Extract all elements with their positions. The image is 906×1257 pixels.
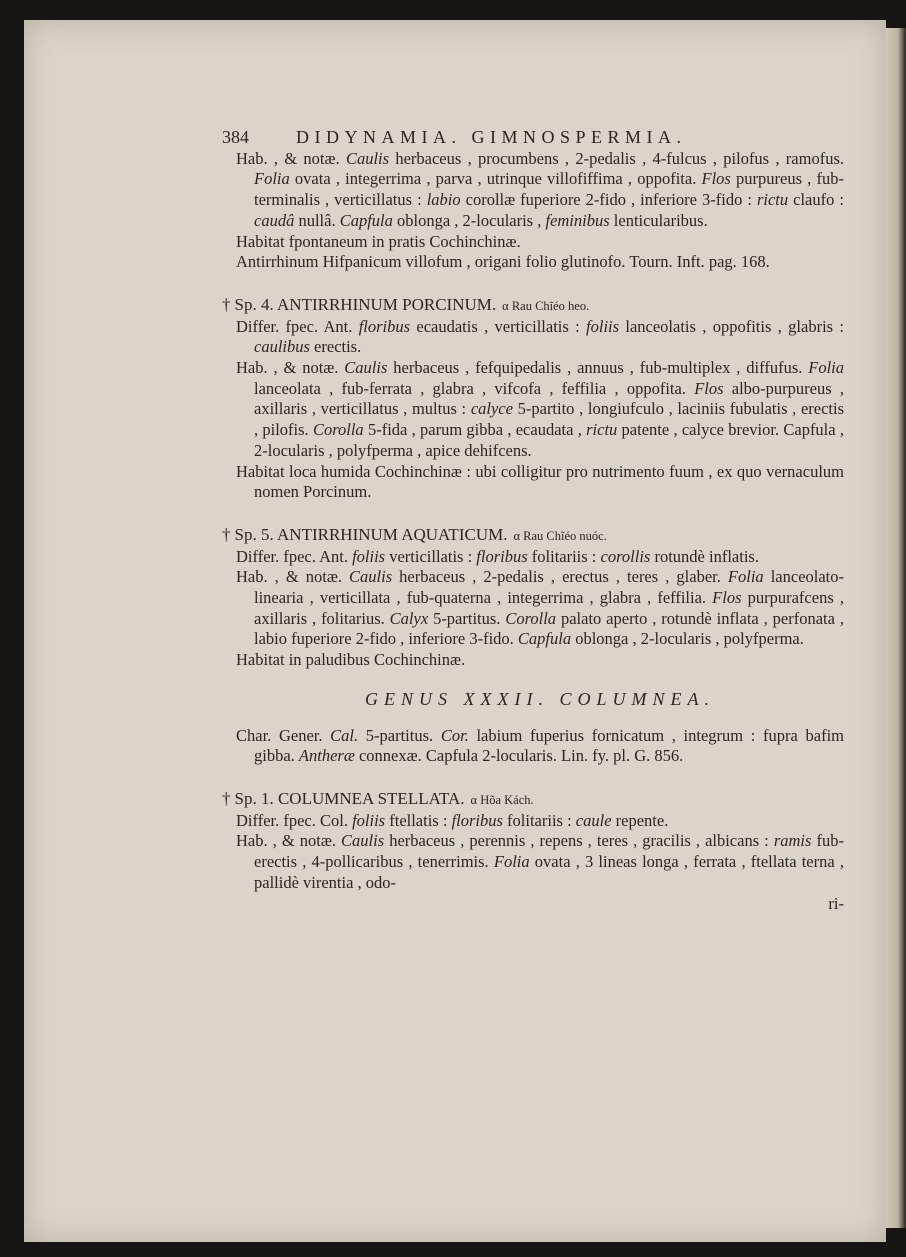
- dagger-mark: †: [222, 788, 231, 808]
- habitus-paragraph: Hab. , & notæ. Caulis herbaceus , perennis , repens , teres , gracilis , albicans : ramis fub-erectis , 4-pollicaribus , tenerrimis. Folia ovata , 3 lineas longa , ferrata , ftellata terna , pallidè virentia , odo-: [236, 831, 844, 892]
- species-heading: [222, 295, 844, 317]
- page-edge: [886, 28, 906, 1228]
- vernacular-name: α Hõa Kách.: [470, 792, 534, 807]
- catchword: ri-: [828, 893, 844, 913]
- differentia-paragraph: Differ. fpec. Col. foliis ftellatis : floribus folitariis : caule repente.: [236, 810, 669, 830]
- vernacular-name: α Rau Chĩéo nuóc.: [513, 528, 607, 543]
- page-text: [222, 127, 845, 914]
- differentia-paragraph: Differ. fpec. Ant. foliis verticillatis : floribus folitariis : corollis rotundè inflatis.: [236, 546, 759, 566]
- genus-heading: GENUS XXXII. COLUMNEA.: [365, 688, 715, 709]
- character-paragraph: Char. Gener. Cal. 5-partitus. Cor. labium fuperius fornicatum , integrum : fupra bafim gibba. Antheræ connexæ. Capfula 2-locularis. Lin. fy. pl. G. 856.: [236, 725, 844, 766]
- species-heading: [222, 525, 844, 547]
- running-head: DIDYNAMIA. GIMNOSPERMIA.: [296, 127, 687, 147]
- page-number: 384: [222, 127, 249, 147]
- habitat-line: Habitat loca humida Cochinchinæ : ubi colligitur pro nutrimento fuum , ex quo vernaculum nomen Porcinum.: [236, 461, 844, 502]
- species-title: Sp. 1. COLUMNEA STELLATA.: [234, 788, 465, 808]
- habitat-line: Habitat fpontaneum in pratis Cochinchinæ.: [236, 231, 521, 251]
- habitus-paragraph: Hab. , & notæ. Caulis herbaceus , fefquipedalis , annuus , fub-multiplex , diffufus. Folia lanceolata , fub-ferrata , glabra , vifcofa , feffilia , oppofita. Flos albo-purpureus , axillaris , verticillatus , multus : calyce 5-partito , longiufculo , laciniis fubulatis , erectis , pilofis. Corolla 5-fida , parum gibba , ecaudata , rictu patente , calyce brevior. Capfula , 2-locularis , polyfperma , apice dehifcens.: [236, 358, 844, 460]
- habitus-paragraph: Hab. , & notæ. Caulis herbaceus , 2-pedalis , erectus , teres , glaber. Folia lanceolato-linearia , verticillata , fub-quaterna , integerrima , glabra , feffilia. Flos purpurafcens , axillaris , folitarius. Calyx 5-partitus. Corolla palato aperto , rotundè inflata , perfonata , labio fuperiore 2-fido , inferiore 3-fido. Capfula oblonga , 2-locularis , polyfperma.: [236, 567, 845, 649]
- dagger-mark: †: [222, 524, 231, 544]
- species-heading: [222, 789, 844, 811]
- running-header: [222, 127, 844, 148]
- habitus-paragraph: Hab. , & notæ. Caulis herbaceus , procumbens , 2-pedalis , 4-fulcus , pilofus , ramofus. Folia ovata , integerrima , parva , utrinque villofiffima , oppofita. Flos purpureus , fub-terminalis , verticillatus : labio corollæ fuperiore 2-fido , inferiore 3-fido : rictu claufo : caudâ nullâ. Capfula oblonga , 2-locularis , feminibus lenticularibus.: [236, 148, 844, 230]
- species-title: Sp. 5. ANTIRRHINUM AQUATICUM.: [234, 524, 508, 544]
- reference-line: Antirrhinum Hifpanicum villofum , origani folio glutinofo. Tourn. Inft. pag. 168.: [236, 252, 770, 272]
- vernacular-name: α Rau Chĩéo heo.: [502, 298, 590, 313]
- species-title: Sp. 4. ANTIRRHINUM PORCINUM.: [234, 294, 497, 314]
- habitat-line: Habitat in paludibus Cochinchinæ.: [236, 650, 466, 670]
- dagger-mark: †: [222, 294, 231, 314]
- differentia-paragraph: Differ. fpec. Ant. floribus ecaudatis , verticillatis : foliis lanceolatis , oppofitis , glabris : caulibus erectis.: [236, 316, 844, 357]
